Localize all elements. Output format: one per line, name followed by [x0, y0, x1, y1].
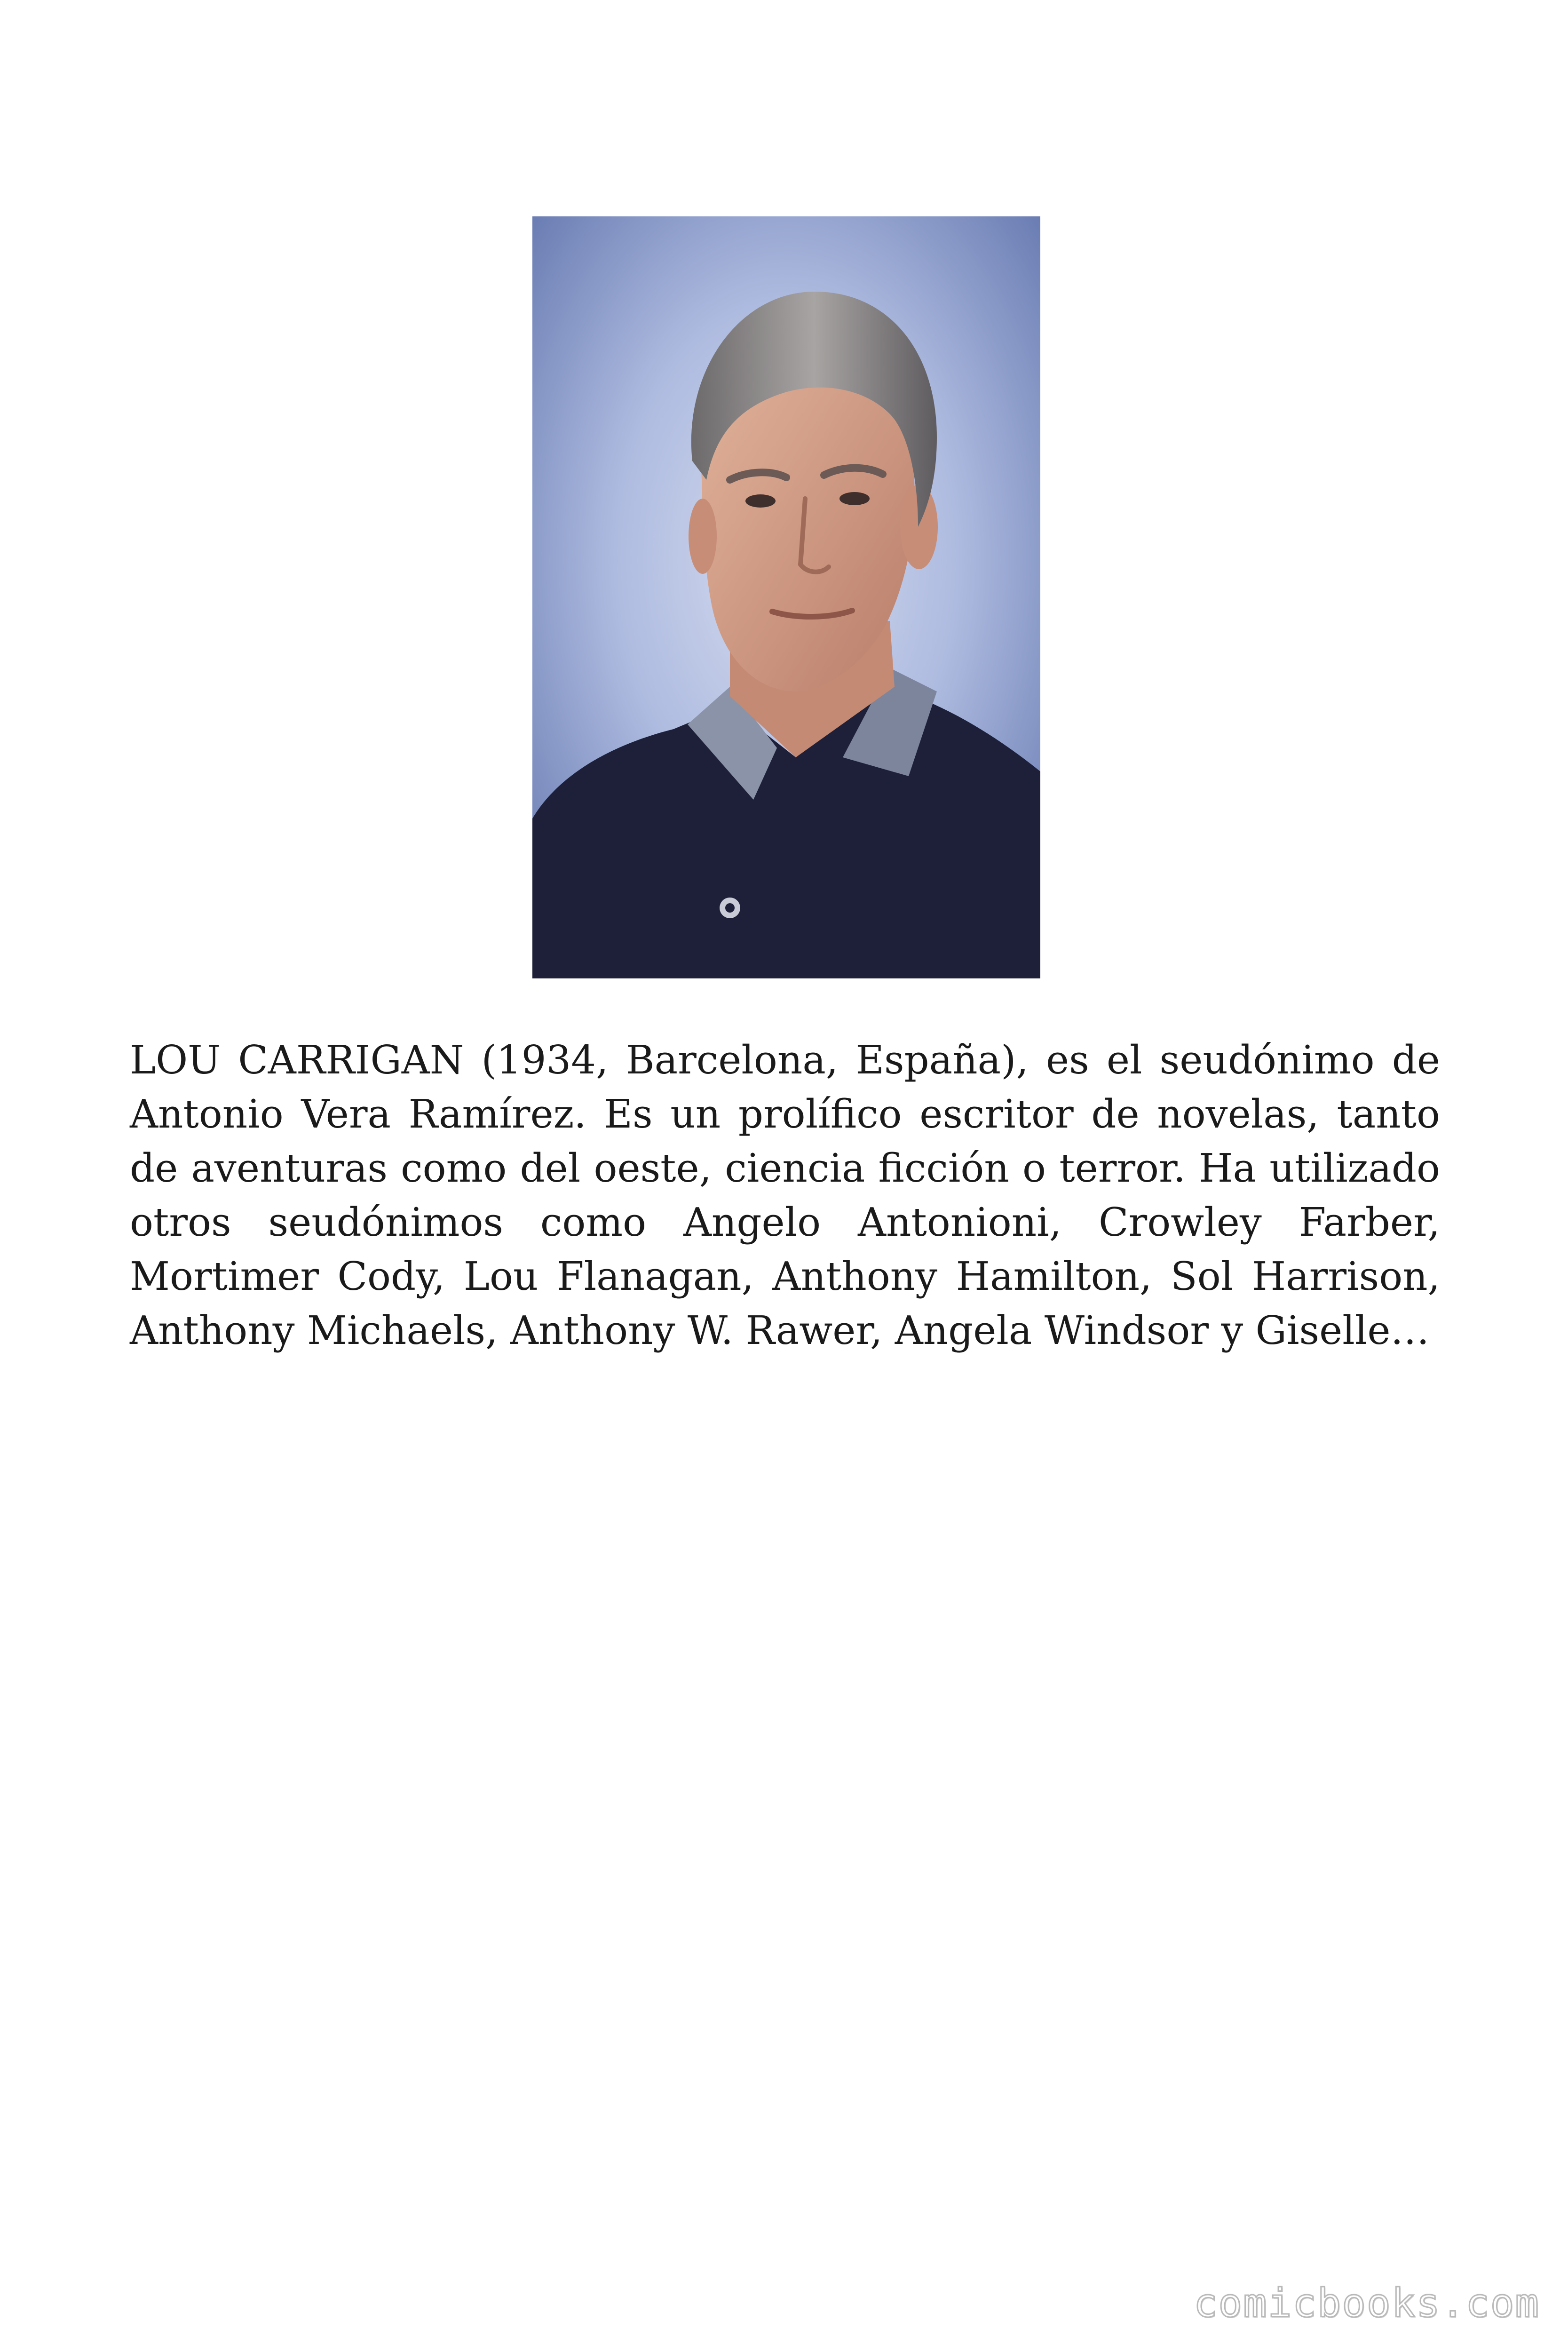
author-portrait-image — [532, 216, 1040, 978]
author-portrait — [532, 216, 1040, 978]
author-bio: LOU CARRIGAN (1934, Barcelona, España), es el seudónimo de Antonio Vera Ramírez. Es un prolífico escritor de novelas, tanto de aventuras como del oeste, ciencia ficción o terror. Ha utilizado otros seudónimos como Angelo Antonioni, Crowley Farber, Mortimer Cody, Lou Flanagan, Anthony Hamilton, Sol Harrison, Anthony Michaels, Anthony W. Rawer, Angela Windsor y Giselle… — [130, 1037, 1440, 1353]
site-watermark: comicbooks.com — [1193, 2280, 1540, 2326]
